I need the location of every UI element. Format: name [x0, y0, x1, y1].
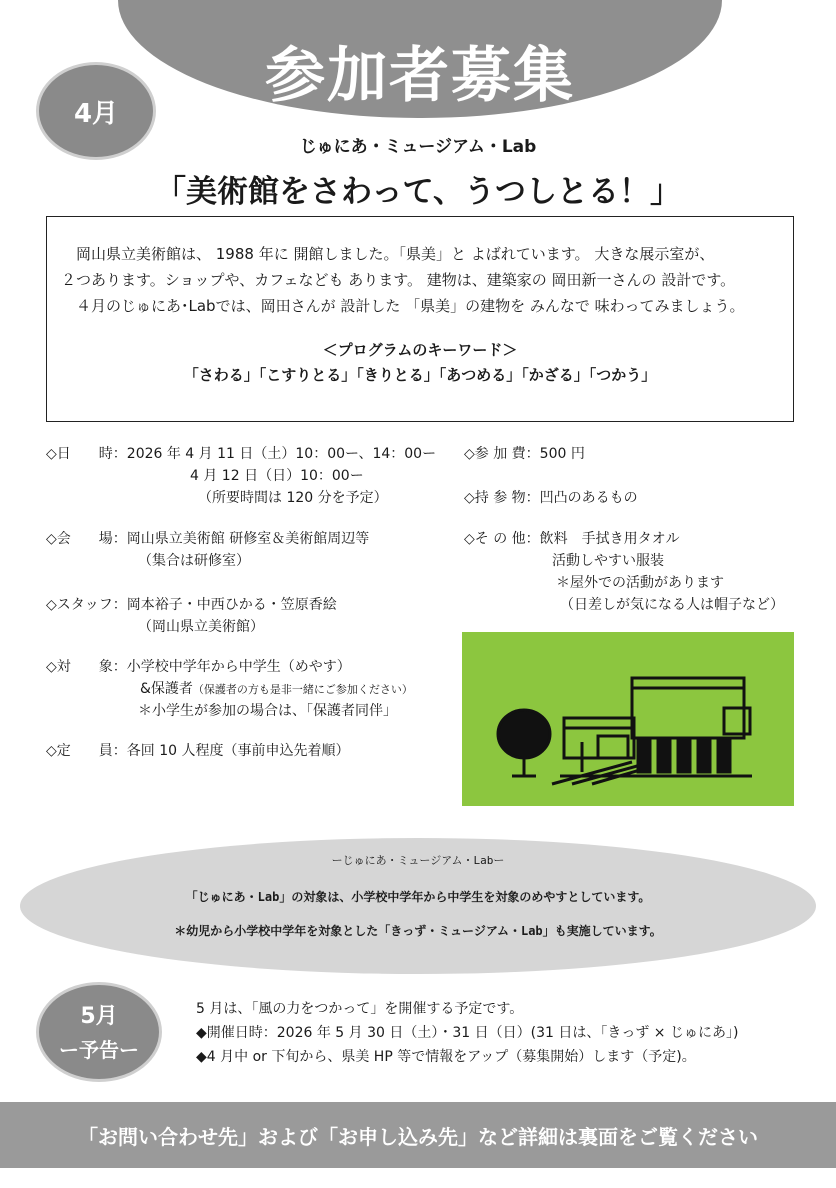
capacity-row: [46, 740, 350, 762]
museum-building-icon: [462, 632, 794, 806]
program-title: 「美術館をさわって、うつしとる！」: [154, 174, 682, 210]
keyword-list: 「さわる」「こすりとる」「きりとる」「あつめる」「かざる」「つかう」: [183, 366, 657, 384]
info-heading: ーじゅにあ・ミュージアム・Labー: [331, 854, 505, 867]
target-guardian: &保護者: [140, 681, 193, 697]
other-line-4: （日差しが気になる人は帽子など）: [560, 597, 784, 613]
other-line-2: 活動しやすい服装: [552, 553, 664, 569]
date-label: ◇日 時：: [46, 446, 127, 462]
target-guardian-note: （保護者の方も是非一緒にご参加ください）: [192, 683, 413, 696]
footer-banner: [0, 1102, 836, 1168]
date-line-1: 2026 年 4 月 11 日（土）10：00ー、14：00ー: [126, 446, 437, 462]
month-badge-label: 4月: [73, 98, 119, 129]
date-line-2: 4 月 12 日（日）10：00ー: [190, 468, 364, 484]
target-row: [46, 656, 351, 678]
staff-line-1: 岡本裕子・中西ひかる・笠原香絵: [126, 597, 337, 613]
museum-illustration: [462, 632, 794, 806]
may-badge-label: ー予告ー: [59, 1038, 139, 1062]
header-banner: [118, 0, 722, 118]
may-line-1: 5 月は、「風の力をつかって」を開催する予定です。: [196, 1001, 524, 1017]
other-line-3: ＊屋外での活動があります: [556, 575, 724, 591]
date-line-3: （所要時間は 120 分を予定）: [198, 490, 388, 506]
target-line-3: ＊小学生が参加の場合は、「保護者同伴」: [138, 703, 397, 719]
info-line-2: ＊幼児から小学校中学年を対象とした「きっず・ミュージアム・Lab」も実施しています。: [174, 924, 662, 938]
may-badge-month: 5月: [80, 1004, 118, 1029]
capacity-label: ◇定 員：: [46, 743, 127, 759]
info-line-1: 「じゅにあ・Lab」の対象は、小学校中学年から中学生を対象のめやすとしています。: [185, 890, 651, 904]
other-label: ◇そ の 他：: [464, 531, 540, 547]
target-label: ◇対 象：: [46, 659, 127, 675]
may-preview-badge: [36, 982, 162, 1082]
fee-row: ◇参 加 費：500 円: [464, 446, 585, 462]
other-line-1: 飲料 手拭き用タオル: [539, 531, 680, 547]
venue-row: [46, 528, 369, 550]
venue-label: ◇会 場：: [46, 531, 127, 547]
keyword-heading: ＜プログラムのキーワード＞: [322, 341, 518, 359]
date-row: [46, 443, 436, 465]
bring-row: ◇持 参 物：凹凸のあるもの: [464, 490, 638, 506]
target-line-1: 小学校中学年から中学生（めやす）: [126, 659, 351, 675]
staff-line-2: （岡山県立美術館）: [138, 619, 264, 635]
footer-text: 「お問い合わせ先」および「お申し込み先」など詳細は裏面をご覧ください: [78, 1124, 758, 1149]
staff-row: [46, 594, 337, 616]
staff-label: ◇スタッフ：: [46, 597, 127, 613]
intro-line: ２つあります。ショップや、カフェなども あります。 建物は、建築家の 岡田新一さんの 設計です。: [61, 271, 736, 289]
program-info-oval: [20, 838, 816, 974]
may-line-3: ◆4 月中 or 下旬から、県美 HP 等で情報をアップ（募集開始）します（予定)。: [196, 1049, 696, 1065]
may-line-2: ◆開催日時：2026 年 5 月 30 日（土）・31 日（日）(31 日は、「きっず × じゅにあ」): [196, 1025, 739, 1041]
capacity-line-1: 各回 10 人程度（事前申込先着順）: [126, 743, 350, 759]
other-row: [464, 528, 680, 550]
intro-box: [46, 216, 794, 422]
venue-line-1: 岡山県立美術館 研修室＆美術館周辺等: [126, 531, 370, 547]
target-line-2: [140, 678, 413, 701]
venue-line-2: （集合は研修室）: [138, 553, 250, 569]
intro-line: ４月のじゅにあ･Labでは、岡田さんが 設計した 「県美」の建物を みんなで 味わってみましょう。: [76, 297, 745, 315]
program-subtitle: じゅにあ・ミュージアム・Lab: [299, 137, 537, 157]
page-title: 参加者募集: [265, 41, 575, 111]
intro-line: 岡山県立美術館は、 1988 年に 開館しました。「県美」と よばれています。 大きな展示室が、: [76, 245, 715, 263]
